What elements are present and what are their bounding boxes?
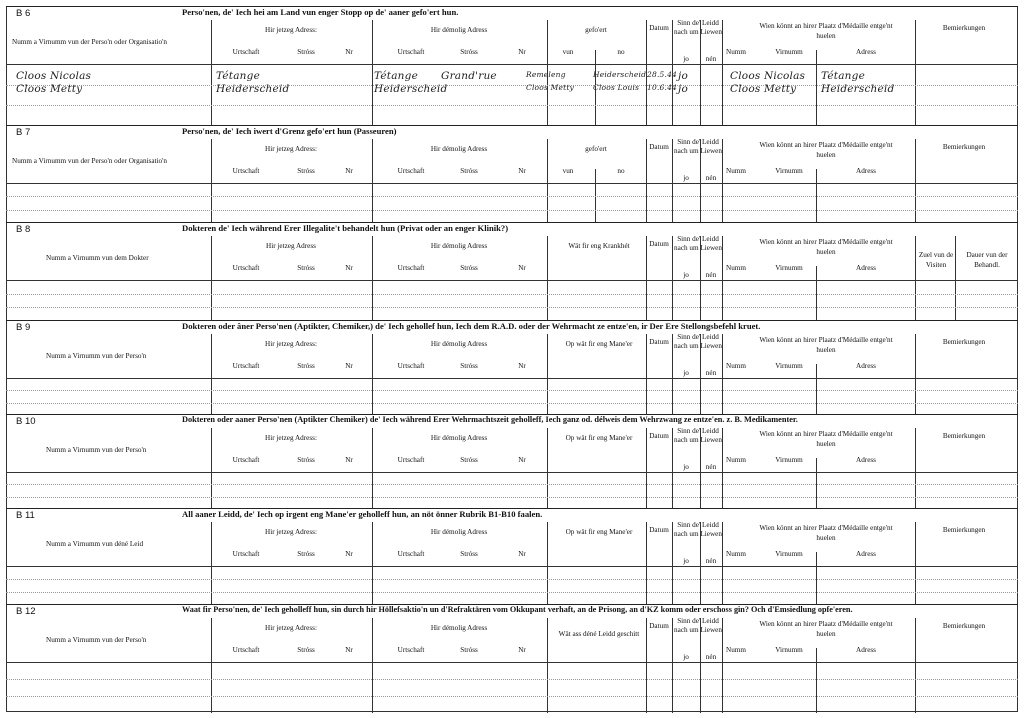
nen-label: nén [705, 369, 717, 377]
section-code: B 7 [16, 127, 31, 138]
section-header [6, 223, 1018, 236]
duration-header: Dauer vun der Behandl. [966, 251, 1008, 269]
stross-label: Stróss [297, 48, 315, 56]
header-rule [6, 378, 1018, 379]
section-code: B 11 [16, 510, 35, 521]
column-rule [672, 618, 673, 713]
entry-date: 28.5.44 [647, 70, 678, 79]
urtschaft-label: Urtschaft [232, 456, 260, 464]
nen-label: nén [705, 55, 717, 63]
medal-firstname-label: Virnumm [775, 264, 803, 272]
medal-header: Wien könnt an hirer Plaatz d'Médaille entge'nt huelen [759, 430, 893, 448]
gefoert-header: gefo'ert [585, 145, 607, 153]
current-address-header: Hir jetzeg Adress: [265, 145, 317, 153]
entry-alive: jo [678, 83, 688, 95]
urtschaft-label: Urtschaft [397, 646, 425, 654]
jo-label: jo [683, 653, 689, 661]
medal-firstname-label: Virnumm [775, 48, 803, 56]
medal-firstname-label: Virnumm [775, 167, 803, 175]
row-rule [6, 196, 1018, 197]
section-header [6, 7, 1018, 20]
nr-label: Nr [345, 456, 353, 464]
medal-address-label: Adress [856, 646, 876, 654]
column-rule [211, 618, 212, 713]
former-address-header: Hir démolig Adress [430, 340, 488, 348]
section-title: Perso'nen, de' Iech hei am Land vun enger Stopp op de' aaner gefo'ert hun. [182, 7, 459, 17]
nr-label: Nr [345, 264, 353, 272]
medal-header: Wien könnt an hirer Plaatz d'Médaille entge'nt huelen [759, 336, 893, 354]
entry-former-town: Heiderscheid [374, 83, 448, 95]
datum-header: Datum [649, 432, 669, 440]
current-address-header: Hir jetzeg Adress: [265, 340, 317, 348]
header-rule [6, 280, 1018, 281]
medal-firstname-label: Virnumm [775, 456, 803, 464]
datum-header: Datum [649, 24, 669, 32]
entry-name: Cloos Nicolas [16, 70, 92, 82]
no-label: no [617, 167, 625, 175]
section-grid [6, 522, 1018, 605]
entry-to: Cloos Louis [593, 83, 640, 92]
current-address-header: Hir jetzeg Adress: [265, 434, 317, 442]
stross-label: Stróss [460, 264, 478, 272]
entry-medal-name: Cloos Metty [730, 83, 797, 95]
remarks-header: Bemierkungen [942, 526, 986, 534]
nr-label: Nr [518, 646, 526, 654]
column-4-header: Wät ass déné Leidd geschitt [558, 630, 640, 638]
medal-address-label: Adress [856, 362, 876, 370]
stross-label: Stróss [297, 550, 315, 558]
visits-header: Zuel vun de Visiten [918, 251, 954, 269]
section-b6 [6, 6, 1018, 126]
column-4-header: Op wät fir eng Mane'er [565, 528, 633, 536]
header-rule [6, 64, 1018, 65]
urtschaft-label: Urtschaft [397, 456, 425, 464]
medal-firstname-label: Virnumm [775, 550, 803, 558]
entry-medal-name: Cloos Nicolas [730, 70, 806, 82]
alive-header: Sinn de' Leidd nach um Liewen [674, 19, 722, 36]
top-rule [6, 6, 1018, 7]
alive-header: Sinn de' Leidd nach um Liewen [674, 235, 722, 252]
nr-label: Nr [518, 264, 526, 272]
column-rule [915, 20, 916, 126]
urtschaft-label: Urtschaft [397, 167, 425, 175]
datum-header: Datum [649, 622, 669, 630]
row-rule [6, 307, 1018, 308]
medal-address-label: Adress [856, 456, 876, 464]
urtschaft-label: Urtschaft [397, 550, 425, 558]
section-b10 [6, 414, 1018, 509]
section-b11 [6, 508, 1018, 605]
first-column-header: Numm a Virnumm vun der Perso'n oder Organisatio'n [12, 157, 168, 165]
stross-label: Stróss [460, 646, 478, 654]
column-rule [816, 648, 817, 713]
first-column-header: Numm a Virnumm vun der Perso'n oder Organisatio'n [12, 38, 168, 46]
datum-header: Datum [649, 338, 669, 346]
medal-firstname-label: Virnumm [775, 646, 803, 654]
row-rule [6, 497, 1018, 498]
entry-date: 10.6.44 [647, 83, 678, 92]
section-b9 [6, 320, 1018, 415]
medal-header: Wien könnt an hirer Plaatz d'Médaille entge'nt huelen [759, 620, 893, 638]
section-code: B 8 [16, 224, 31, 235]
stross-label: Stróss [297, 362, 315, 370]
nr-label: Nr [345, 362, 353, 370]
alive-header: Sinn de' Leidd nach um Liewen [674, 617, 722, 634]
nen-label: nén [705, 463, 717, 471]
datum-header: Datum [649, 240, 669, 248]
stross-label: Stróss [460, 456, 478, 464]
current-address-header: Hir jetzeg Adress: [265, 528, 317, 536]
row-rule [6, 403, 1018, 404]
medal-header: Wien könnt an hirer Plaatz d'Médaille entge'nt huelen [759, 22, 893, 40]
entry-medal-address: Heiderscheid [821, 83, 895, 95]
section-b8 [6, 222, 1018, 321]
first-column-header: Numm a Virnumm vun déné Leid [46, 540, 144, 548]
column-rule [722, 618, 723, 713]
datum-header: Datum [649, 143, 669, 151]
medal-address-label: Adress [856, 550, 876, 558]
section-b7 [6, 125, 1018, 223]
entry-former-street: Grand'rue [441, 70, 497, 82]
remarks-header: Bemierkungen [942, 143, 986, 151]
stross-label: Stróss [297, 456, 315, 464]
jo-label: jo [683, 369, 689, 377]
form-page [6, 6, 1018, 712]
header-rule [6, 472, 1018, 473]
urtschaft-label: Urtschaft [232, 550, 260, 558]
section-grid [6, 139, 1018, 223]
stross-label: Stróss [460, 550, 478, 558]
entry-former-town: Tétange [374, 70, 418, 82]
row-rule [6, 484, 1018, 485]
nr-label: Nr [345, 48, 353, 56]
row-rule [6, 210, 1018, 211]
section-grid [6, 618, 1018, 713]
nr-label: Nr [518, 456, 526, 464]
nr-label: Nr [345, 550, 353, 558]
stross-label: Stróss [297, 167, 315, 175]
row-rule [6, 105, 1018, 106]
stross-label: Stróss [460, 362, 478, 370]
stross-label: Stróss [297, 264, 315, 272]
header-rule [6, 566, 1018, 567]
nen-label: nén [705, 557, 717, 565]
row-rule [6, 390, 1018, 391]
gefoert-header: gefo'ert [585, 26, 607, 34]
nr-label: Nr [518, 48, 526, 56]
medal-address-label: Adress [856, 264, 876, 272]
jo-label: jo [683, 55, 689, 63]
urtschaft-label: Urtschaft [397, 48, 425, 56]
column-rule [372, 20, 373, 126]
nen-label: nén [705, 271, 717, 279]
section-title: Dokteren oder aaner Perso'nen (Aptikter Chemiker) de' Iech während Erer Wehrmachtszeit geholleff, Iech ganz od. délweis dem Wehrzwang ze entze'en. z. B. Medikamenter. [182, 415, 798, 424]
vun-label: vun [562, 48, 574, 56]
entry-alive: jo [678, 70, 688, 82]
section-title: Waat fir Perso'nen, de' Iech geholleff hun, sin durch hir Höllefsaktio'n un d'Refraktären vom Okkupant verhaft, an de Prisong, an d'KZ komm oder erschoss gin? Och d'Emsiedlung opfe'eren. [182, 605, 853, 614]
medal-name-label: Numm [726, 48, 746, 56]
medal-address-label: Adress [856, 48, 876, 56]
section-b12 [6, 604, 1018, 713]
current-address-header: Hir jetzeg Adress: [265, 624, 317, 632]
column-rule [372, 618, 373, 713]
row-rule [6, 294, 1018, 295]
medal-firstname-label: Virnumm [775, 362, 803, 370]
former-address-header: Hir démolig Adress [430, 242, 488, 250]
former-address-header: Hir démolig Adress [430, 145, 488, 153]
column-4-header: Op wät fir eng Mane'er [565, 340, 633, 348]
section-code: B 10 [16, 416, 36, 427]
medal-header: Wien könnt an hirer Plaatz d'Médaille entge'nt huelen [759, 238, 893, 256]
former-address-header: Hir démolig Adress [430, 624, 488, 632]
alive-header: Sinn de' Leidd nach um Liewen [674, 521, 722, 538]
alive-header: Sinn de' Leidd nach um Liewen [674, 427, 722, 444]
urtschaft-label: Urtschaft [232, 167, 260, 175]
section-title: Perso'nen, de' Iech iwert d'Grenz gefo'ert hun (Passeuren) [182, 126, 397, 136]
urtschaft-label: Urtschaft [232, 362, 260, 370]
first-column-header: Numm a Virnumm vun der Perso'n [46, 636, 147, 644]
entry-current-town: Heiderscheid [216, 83, 290, 95]
section-grid [6, 428, 1018, 509]
header-rule [6, 183, 1018, 184]
medal-header: Wien könnt an hirer Plaatz d'Médaille entge'nt huelen [759, 524, 893, 542]
section-grid [6, 334, 1018, 415]
column-rule [915, 618, 916, 713]
entry-current-town: Tétange [216, 70, 260, 82]
alive-header: Sinn de' Leidd nach um Liewen [674, 138, 722, 155]
alive-header: Sinn de' Leidd nach um Liewen [674, 333, 722, 350]
remarks-header: Bemierkungen [942, 338, 986, 346]
section-grid [6, 20, 1018, 126]
section-header [6, 509, 1018, 522]
section-code: B 12 [16, 606, 36, 617]
nr-label: Nr [345, 167, 353, 175]
header-rule [6, 662, 1018, 663]
entry-from: Remeleng [526, 70, 566, 79]
remarks-header: Bemierkungen [942, 622, 986, 630]
urtschaft-label: Urtschaft [397, 362, 425, 370]
medal-name-label: Numm [726, 167, 746, 175]
former-address-header: Hir démolig Adress [430, 434, 488, 442]
vun-label: vun [562, 167, 574, 175]
section-header [6, 321, 1018, 334]
nr-label: Nr [345, 646, 353, 654]
jo-label: jo [683, 271, 689, 279]
section-title: Dokteren oder âner Perso'nen (Aptikter, Chemiker,) de' Iech gehollef hun, Iech dem R.A.D. oder der Wehrmacht ze entze'en, ir Der Ere Stellongsbefehl kruet. [182, 321, 761, 331]
section-grid [6, 236, 1018, 321]
column-rule [547, 618, 548, 713]
former-address-header: Hir démolig Adress [430, 26, 488, 34]
jo-label: jo [683, 174, 689, 182]
medal-name-label: Numm [726, 362, 746, 370]
datum-header: Datum [649, 526, 669, 534]
column-rule [722, 20, 723, 126]
column-rule [211, 20, 212, 126]
medal-name-label: Numm [726, 456, 746, 464]
medal-name-label: Numm [726, 264, 746, 272]
remarks-header: Bemierkungen [942, 432, 986, 440]
urtschaft-label: Urtschaft [232, 264, 260, 272]
nr-label: Nr [518, 362, 526, 370]
urtschaft-label: Urtschaft [232, 646, 260, 654]
row-rule [6, 679, 1018, 680]
section-header [6, 605, 1018, 618]
section-header [6, 126, 1018, 139]
stross-label: Stróss [460, 48, 478, 56]
column-rule [816, 50, 817, 126]
nr-label: Nr [518, 167, 526, 175]
medal-address-label: Adress [856, 167, 876, 175]
urtschaft-label: Urtschaft [232, 48, 260, 56]
first-column-header: Numm a Virnumm vun der Perso'n [46, 446, 147, 454]
section-header [6, 415, 1018, 428]
entry-medal-address: Tétange [821, 70, 865, 82]
urtschaft-label: Urtschaft [397, 264, 425, 272]
first-column-header: Numm a Virnumm vun dem Dokter [46, 254, 149, 262]
medal-name-label: Numm [726, 550, 746, 558]
section-title: All aaner Leidd, de' Iech op irgent eng Mane'er geholleff hun, an nöt önner Rubrik B1-B10 faalen. [182, 509, 543, 519]
current-address-header: Hir jetzeg Adress [266, 242, 316, 250]
section-code: B 6 [16, 8, 31, 19]
current-address-header: Hir jetzeg Adress: [265, 26, 317, 34]
section-code: B 9 [16, 322, 31, 333]
column-4-header: Wät fir eng Krankhét [568, 242, 630, 250]
former-address-header: Hir démolig Adress [430, 528, 488, 536]
entry-name: Cloos Metty [16, 83, 83, 95]
nen-label: nén [705, 653, 717, 661]
first-column-header: Numm a Virnumm vun der Perso'n [46, 352, 147, 360]
stross-label: Stróss [460, 167, 478, 175]
nen-label: nén [705, 174, 717, 182]
jo-label: jo [683, 463, 689, 471]
medal-name-label: Numm [726, 646, 746, 654]
column-4-header: Op wät fir eng Mane'er [565, 434, 633, 442]
row-rule [6, 696, 1018, 697]
row-rule [6, 592, 1018, 593]
stross-label: Stróss [297, 646, 315, 654]
entry-to: Heiderscheid [593, 70, 647, 79]
section-title: Dokteren de' Iech während Erer Illegalite't behandelt hun (Privat oder an enger Klinik?) [182, 223, 509, 233]
remarks-header: Bemierkungen [942, 24, 986, 32]
nr-label: Nr [518, 550, 526, 558]
jo-label: jo [683, 557, 689, 565]
no-label: no [617, 48, 625, 56]
entry-from: Cloos Metty [526, 83, 574, 92]
column-rule [646, 618, 647, 713]
medal-header: Wien könnt an hirer Plaatz d'Médaille entge'nt huelen [759, 141, 893, 159]
row-rule [6, 579, 1018, 580]
